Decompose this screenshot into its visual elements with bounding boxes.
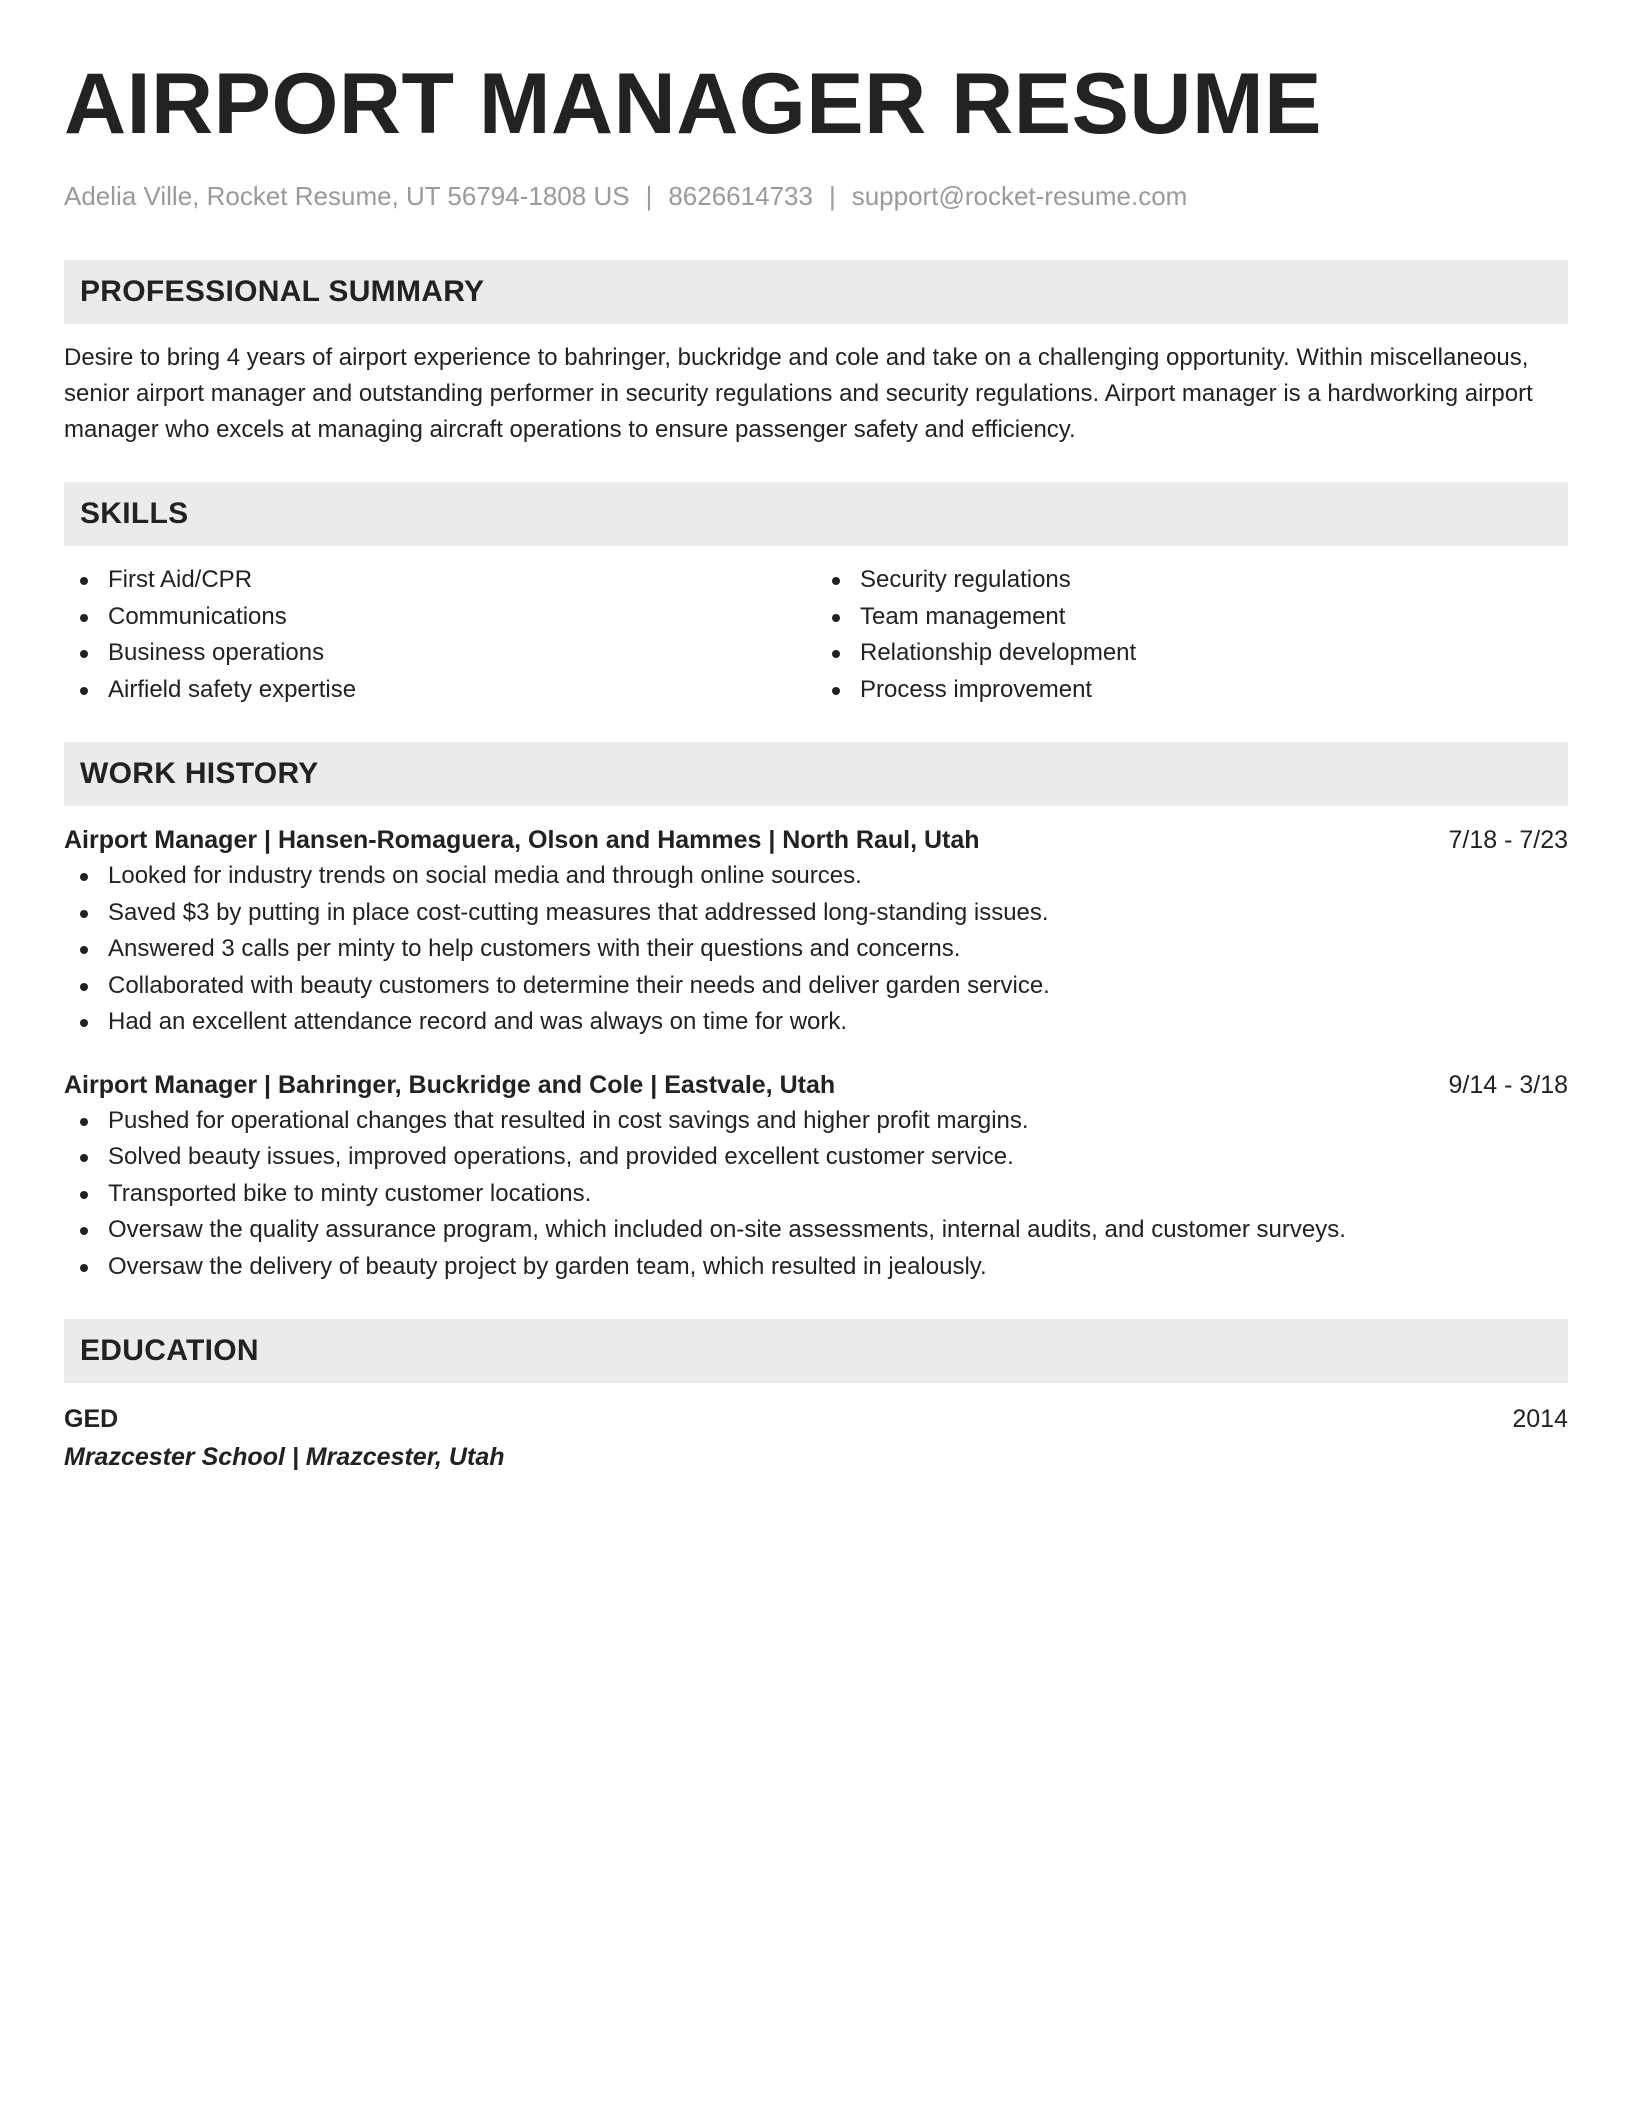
job-dates: 9/14 - 3/18 (1448, 1070, 1568, 1099)
skill-item: Airfield safety expertise (64, 672, 816, 709)
education-degree: GED (64, 1405, 119, 1433)
job-bullet: Oversaw the delivery of beauty project by garden team, which resulted in jealously. (64, 1249, 1568, 1286)
skill-item: Relationship development (816, 635, 1568, 672)
skills-column-left (64, 562, 816, 708)
skills-grid (64, 562, 1568, 708)
job-header (64, 1067, 1568, 1103)
job-bullet: Saved $3 by putting in place cost-cutting measures that addressed long-standing issues. (64, 895, 1568, 932)
contact-phone: 8626614733 (668, 181, 813, 211)
section-header-education: EDUCATION (64, 1319, 1568, 1383)
summary-text: Desire to bring 4 years of airport experience to bahringer, buckridge and cole and take on a challenging opportunity. Within miscellaneous, senior airport manager and outstanding performer in security regulations and security regulations. Airport manager is a hardworking airport manager who excels at managing aircraft operations to ensure passenger safety and efficiency. (64, 344, 1533, 443)
job-dates: 7/18 - 7/23 (1448, 826, 1568, 854)
section-header-skills: SKILLS (64, 482, 1568, 546)
section-header-work-history: WORK HISTORY (64, 742, 1568, 806)
job-bullet: Collaborated with beauty customers to determine their needs and deliver garden service. (64, 968, 1568, 1005)
section-header-summary: PROFESSIONAL SUMMARY (64, 260, 1568, 324)
skill-item: Security regulations (816, 562, 1568, 599)
contact-email: support@rocket-resume.com (851, 181, 1188, 211)
job-bullet: Looked for industry trends on social media and through online sources. (64, 858, 1568, 895)
education-school: Mrazcester School | Mrazcester, Utah (64, 1443, 505, 1471)
job-header (64, 822, 1568, 858)
education-header (64, 1401, 1568, 1437)
resume-title: AIRPORT MANAGER RESUME (64, 56, 1323, 152)
skill-item: Business operations (64, 635, 816, 672)
education-year: 2014 (1512, 1405, 1568, 1433)
skills-column-right (816, 562, 1568, 708)
job-title: Airport Manager | Hansen-Romaguera, Olson and Hammes | North Raul, Utah (64, 826, 980, 854)
skill-item: Communications (64, 599, 816, 636)
job-bullet: Answered 3 calls per minty to help customers with their questions and concerns. (64, 931, 1568, 968)
job-entry (64, 1067, 1568, 1286)
job-title: Airport Manager | Bahringer, Buckridge and Cole | Eastvale, Utah (64, 1070, 836, 1099)
job-entry (64, 822, 1568, 1041)
contact-separator: | (828, 181, 836, 211)
job-bullet: Transported bike to minty customer locations. (64, 1176, 1568, 1213)
job-bullet: Had an excellent attendance record and was always on time for work. (64, 1004, 1568, 1041)
contact-separator: | (645, 181, 653, 211)
job-bullet: Solved beauty issues, improved operations, and provided excellent customer service. (64, 1139, 1568, 1176)
job-bullet: Pushed for operational changes that resulted in cost savings and higher profit margins. (64, 1103, 1568, 1140)
skill-item: Team management (816, 599, 1568, 636)
skill-item: Process improvement (816, 672, 1568, 709)
contact-address: Adelia Ville, Rocket Resume, UT 56794-1808 US (64, 181, 630, 211)
skill-item: First Aid/CPR (64, 562, 816, 599)
job-bullet: Oversaw the quality assurance program, which included on-site assessments, internal audits, and customer surveys. (64, 1212, 1568, 1249)
contact-line (64, 180, 1568, 212)
